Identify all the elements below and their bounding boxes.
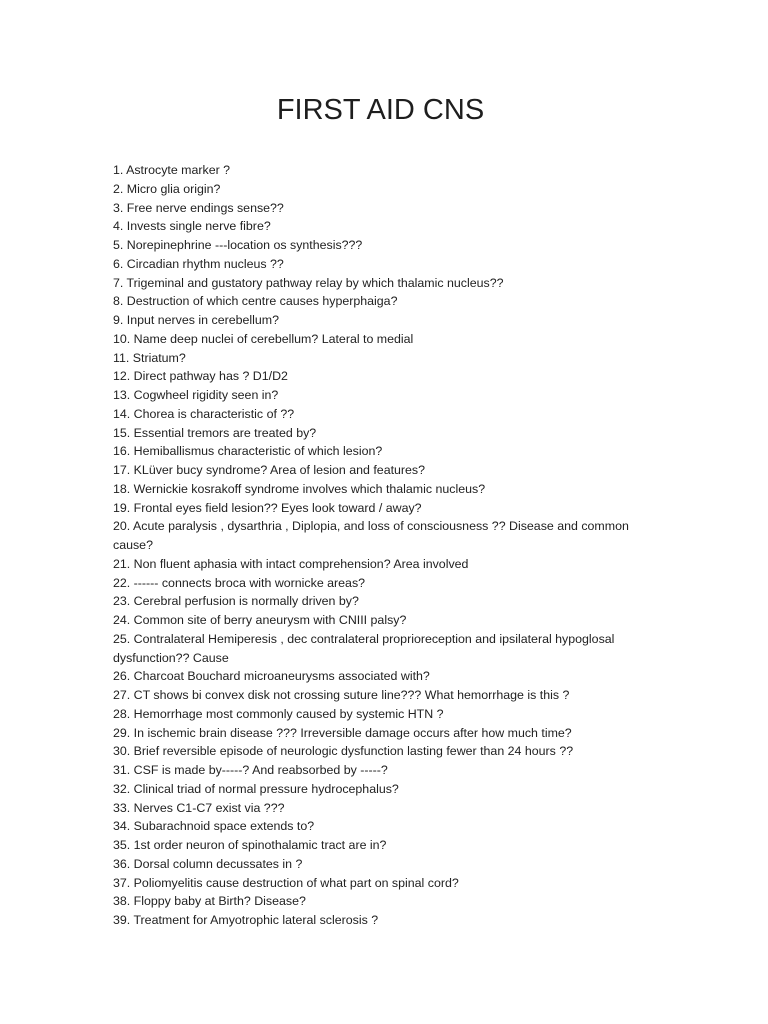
- question-item: 15. Essential tremors are treated by?: [113, 425, 317, 440]
- question-item: 22. ------ connects broca with wornicke areas?: [113, 575, 366, 590]
- question-item: 18. Wernickie kosrakoff syndrome involves which thalamic nucleus?: [113, 481, 486, 496]
- question-item: 39. Treatment for Amyotrophic lateral sclerosis ?: [113, 913, 379, 927]
- question-item: 31. CSF is made by-----? And reabsorbed by -----?: [113, 763, 388, 777]
- question-list: [113, 161, 653, 930]
- question-item: 7. Trigeminal and gustatory pathway relay by which thalamic nucleus??: [113, 275, 504, 290]
- question-item: 8. Destruction of which centre causes hyperphaiga?: [113, 294, 398, 309]
- question-item: 1. Astrocyte marker ?: [113, 163, 231, 177]
- question-item: 13. Cogwheel rigidity seen in?: [113, 388, 279, 402]
- question-item: 37. Poliomyelitis cause destruction of what part on spinal cord?: [113, 875, 459, 890]
- question-item: 25. Contralateral Hemiperesis , dec contralateral proprioreception and ipsilateral hypoglosal dysfunction?? Cause: [113, 631, 615, 665]
- question-item: 2. Micro glia origin?: [113, 181, 221, 196]
- question-item: 35. 1st order neuron of spinothalamic tract are in?: [113, 838, 387, 852]
- question-item: 27. CT shows bi convex disk not crossing suture line??? What hemorrhage is this ?: [113, 688, 570, 702]
- question-item: 11. Striatum?: [113, 350, 186, 365]
- question-item: 17. KLüver bucy syndrome? Area of lesion and features?: [113, 463, 426, 477]
- question-item: 38. Floppy baby at Birth? Disease?: [113, 894, 306, 909]
- question-item: 6. Circadian rhythm nucleus ??: [113, 256, 284, 271]
- question-item: 14. Chorea is characteristic of ??: [113, 406, 295, 421]
- question-item: 19. Frontal eyes field lesion?? Eyes look toward / away?: [113, 500, 422, 515]
- question-item: 16. Hemiballismus characteristic of which lesion?: [113, 444, 383, 459]
- question-item: 24. Common site of berry aneurysm with CNIII palsy?: [113, 613, 407, 627]
- question-item: 12. Direct pathway has ? D1/D2: [113, 369, 288, 384]
- question-item: 5. Norepinephrine ---location os synthesis???: [113, 238, 363, 252]
- question-item: 9. Input nerves in cerebellum?: [113, 313, 279, 327]
- question-item: 36. Dorsal column decussates in ?: [113, 856, 303, 871]
- question-item: 20. Acute paralysis , dysarthria , Diplopia, and loss of consciousness ?? Disease and common cause?: [113, 519, 629, 552]
- question-item: 10. Name deep nuclei of cerebellum? Lateral to medial: [113, 331, 414, 346]
- question-item: 23. Cerebral perfusion is normally driven by?: [113, 594, 359, 609]
- question-item: 32. Clinical triad of normal pressure hydrocephalus?: [113, 781, 399, 796]
- document-title: FIRST AID CNS: [276, 94, 485, 126]
- question-item: 4. Invests single nerve fibre?: [113, 219, 271, 234]
- question-item: 29. In ischemic brain disease ??? Irreversible damage occurs after how much time?: [113, 725, 572, 740]
- question-item: 3. Free nerve endings sense??: [113, 200, 284, 215]
- question-item: 26. Charcoat Bouchard microaneurysms associated with?: [113, 669, 430, 684]
- question-item: 28. Hemorrhage most commonly caused by systemic HTN ?: [113, 706, 444, 721]
- question-item: 30. Brief reversible episode of neurologic dysfunction lasting fewer than 24 hours ??: [113, 744, 574, 759]
- question-item: 21. Non fluent aphasia with intact comprehension? Area involved: [113, 556, 469, 571]
- question-item: 33. Nerves C1-C7 exist via ???: [113, 800, 285, 815]
- question-item: 34. Subarachnoid space extends to?: [113, 819, 315, 834]
